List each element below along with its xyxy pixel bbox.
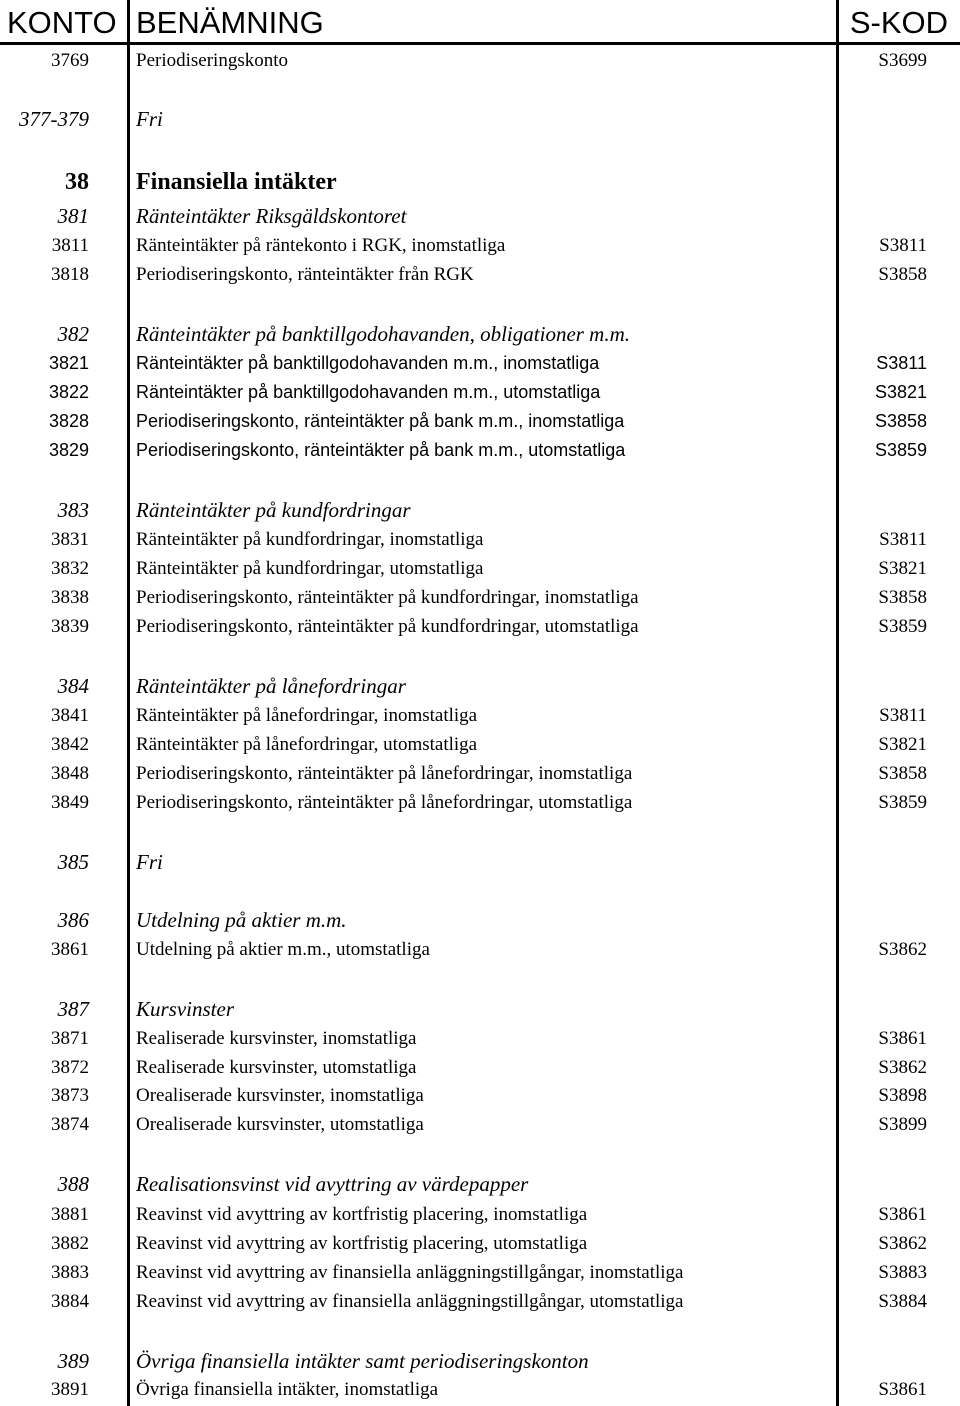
account-row <box>0 1081 960 1110</box>
account-name: Periodiseringskonto, ränteintäkter på kundfordringar, inomstatliga <box>136 587 639 608</box>
account-code: 3828 <box>48 411 89 431</box>
subgroup-row <box>0 995 960 1024</box>
account-name: Periodiseringskonto, ränteintäkter på lånefordringar, utomstatliga <box>136 792 633 813</box>
account-code: 3769 <box>51 50 89 71</box>
s-code: S3862 <box>878 939 927 960</box>
account-row <box>0 1258 960 1287</box>
account-code: 3848 <box>51 763 89 784</box>
account-name: Ränteintäkter på räntekonto i RGK, inomstatliga <box>136 235 506 256</box>
s-code: S3898 <box>878 1085 927 1106</box>
account-name: Realiserade kursvinster, utomstatliga <box>136 1057 417 1078</box>
subgroup-row <box>0 496 960 525</box>
s-code: S3859 <box>878 792 927 813</box>
account-code: 3821 <box>48 353 89 373</box>
account-code: 385 <box>57 850 89 874</box>
account-name: Periodiseringskonto, ränteintäkter på bank m.m., inomstatliga <box>136 411 625 431</box>
account-name: Ränteintäkter på lånefordringar, inomstatliga <box>136 705 478 726</box>
account-row <box>0 730 960 759</box>
main-group-row <box>0 168 960 197</box>
account-row <box>0 378 960 407</box>
subgroup-row <box>0 1170 960 1199</box>
account-code: 3891 <box>51 1379 89 1400</box>
account-name: Fri <box>136 850 163 874</box>
header-benamning: BENÄMNING <box>136 5 324 40</box>
s-code: S3859 <box>874 440 927 460</box>
account-name: Ränteintäkter på kundfordringar <box>136 498 411 522</box>
account-name: Reavinst vid avyttring av finansiella anläggningstillgångar, inomstatliga <box>136 1262 684 1283</box>
account-name: Periodiseringskonto, ränteintäkter på bank m.m., utomstatliga <box>136 440 626 460</box>
account-row <box>0 436 960 465</box>
subgroup-row <box>0 672 960 701</box>
account-code: 3881 <box>51 1204 89 1225</box>
account-code: 3842 <box>51 734 89 755</box>
account-code: 3829 <box>48 440 89 460</box>
account-name: Övriga finansiella intäkter samt periodiseringskonton <box>136 1349 589 1373</box>
account-name: Ränteintäkter på banktillgodohavanden m.m., utomstatliga <box>136 382 601 402</box>
header-skod: S-KOD <box>849 5 948 40</box>
account-row <box>0 1200 960 1229</box>
account-code: 3832 <box>51 558 89 579</box>
account-code: 3882 <box>51 1233 89 1254</box>
account-name: Ränteintäkter på lånefordringar, utomstatliga <box>136 734 478 755</box>
account-code: 388 <box>57 1172 89 1196</box>
s-code: S3883 <box>878 1262 927 1283</box>
s-code: S3811 <box>879 705 927 726</box>
account-code: 3883 <box>51 1262 89 1283</box>
account-row <box>0 1053 960 1082</box>
account-row <box>0 583 960 612</box>
s-code: S3899 <box>878 1114 927 1135</box>
header-konto: KONTO <box>7 5 117 40</box>
s-code: S3859 <box>878 616 927 637</box>
account-row <box>0 231 960 260</box>
account-code: 3818 <box>51 264 89 285</box>
account-name: Orealiserade kursvinster, inomstatliga <box>136 1085 424 1106</box>
account-name: Övriga finansiella intäkter, inomstatliga <box>136 1379 439 1400</box>
account-name: Periodiseringskonto, ränteintäkter från RGK <box>136 264 474 285</box>
account-row <box>0 1287 960 1316</box>
account-row <box>0 46 960 75</box>
account-code: 377-379 <box>19 107 89 131</box>
s-code: S3811 <box>879 529 927 550</box>
account-name: Ränteintäkter på banktillgodohavanden m.m., inomstatliga <box>136 353 600 373</box>
account-row <box>0 759 960 788</box>
s-code: S3884 <box>878 1291 927 1312</box>
s-code: S3699 <box>878 50 927 71</box>
account-row <box>0 1024 960 1053</box>
subgroup-row <box>0 1347 960 1376</box>
account-code: 3872 <box>51 1057 89 1078</box>
subgroup-row <box>0 848 960 877</box>
account-row <box>0 701 960 730</box>
account-row <box>0 260 960 289</box>
header-underline <box>0 42 960 45</box>
account-code: 3849 <box>51 792 89 813</box>
account-code: 3831 <box>51 529 89 550</box>
s-code: S3858 <box>878 587 927 608</box>
account-code: 3839 <box>51 616 89 637</box>
account-name: Utdelning på aktier m.m. <box>136 908 347 932</box>
s-code: S3858 <box>874 411 927 431</box>
account-name: Periodiseringskonto, ränteintäkter på kundfordringar, utomstatliga <box>136 616 639 637</box>
subgroup-row <box>0 202 960 231</box>
subgroup-row <box>0 105 960 134</box>
account-row <box>0 1375 960 1404</box>
account-row <box>0 788 960 817</box>
account-name: Ränteintäkter på lånefordringar <box>136 674 406 698</box>
account-row <box>0 349 960 378</box>
account-row <box>0 407 960 436</box>
account-name: Periodiseringskonto, ränteintäkter på lånefordringar, inomstatliga <box>136 763 633 784</box>
account-name: Kursvinster <box>136 997 235 1021</box>
account-code: 3811 <box>51 235 89 256</box>
account-code: 3838 <box>51 587 89 608</box>
account-row <box>0 935 960 964</box>
s-code: S3862 <box>878 1233 927 1254</box>
account-name: Ränteintäkter på kundfordringar, inomstatliga <box>136 529 484 550</box>
account-code: 3822 <box>48 382 89 402</box>
account-code: 384 <box>57 674 89 698</box>
account-code: 386 <box>57 908 89 932</box>
account-name: Realiserade kursvinster, inomstatliga <box>136 1028 417 1049</box>
account-row <box>0 554 960 583</box>
account-name: Ränteintäkter Riksgäldskontoret <box>136 204 407 228</box>
account-code: 389 <box>57 1349 89 1373</box>
subgroup-row <box>0 320 960 349</box>
s-code: S3861 <box>878 1379 927 1400</box>
account-name: Ränteintäkter på kundfordringar, utomstatliga <box>136 558 484 579</box>
account-code: 3871 <box>51 1028 89 1049</box>
account-code: 3884 <box>51 1291 89 1312</box>
account-name: Finansiella intäkter <box>136 169 337 195</box>
account-name: Periodiseringskonto <box>136 50 288 71</box>
s-code: S3821 <box>874 382 927 402</box>
account-name: Fri <box>136 107 163 131</box>
account-name: Ränteintäkter på banktillgodohavanden, obligationer m.m. <box>136 322 631 346</box>
account-name: Orealiserade kursvinster, utomstatliga <box>136 1114 424 1135</box>
account-name: Realisationsvinst vid avyttring av värdepapper <box>136 1172 529 1196</box>
account-row <box>0 525 960 554</box>
s-code: S3821 <box>878 558 927 579</box>
subgroup-row <box>0 906 960 935</box>
s-code: S3821 <box>878 734 927 755</box>
account-row <box>0 1229 960 1258</box>
s-code: S3811 <box>876 353 927 373</box>
s-code: S3861 <box>878 1204 927 1225</box>
account-code: 3874 <box>51 1114 89 1135</box>
account-code: 3841 <box>51 705 89 726</box>
account-code: 381 <box>57 204 89 228</box>
s-code: S3861 <box>878 1028 927 1049</box>
account-code: 3861 <box>51 939 89 960</box>
account-code: 3873 <box>51 1085 89 1106</box>
s-code: S3858 <box>878 264 927 285</box>
account-code: 387 <box>57 997 89 1021</box>
s-code: S3858 <box>878 763 927 784</box>
account-name: Reavinst vid avyttring av finansiella anläggningstillgångar, utomstatliga <box>136 1291 684 1312</box>
account-row <box>0 1110 960 1139</box>
s-code: S3862 <box>878 1057 927 1078</box>
account-name: Reavinst vid avyttring av kortfristig placering, utomstatliga <box>136 1233 588 1254</box>
account-code: 38 <box>65 169 89 195</box>
s-code: S3811 <box>879 235 927 256</box>
account-code: 383 <box>57 498 89 522</box>
account-name: Reavinst vid avyttring av kortfristig placering, inomstatliga <box>136 1204 588 1225</box>
account-code: 382 <box>57 322 89 346</box>
account-row <box>0 612 960 641</box>
account-name: Utdelning på aktier m.m., utomstatliga <box>136 939 430 960</box>
